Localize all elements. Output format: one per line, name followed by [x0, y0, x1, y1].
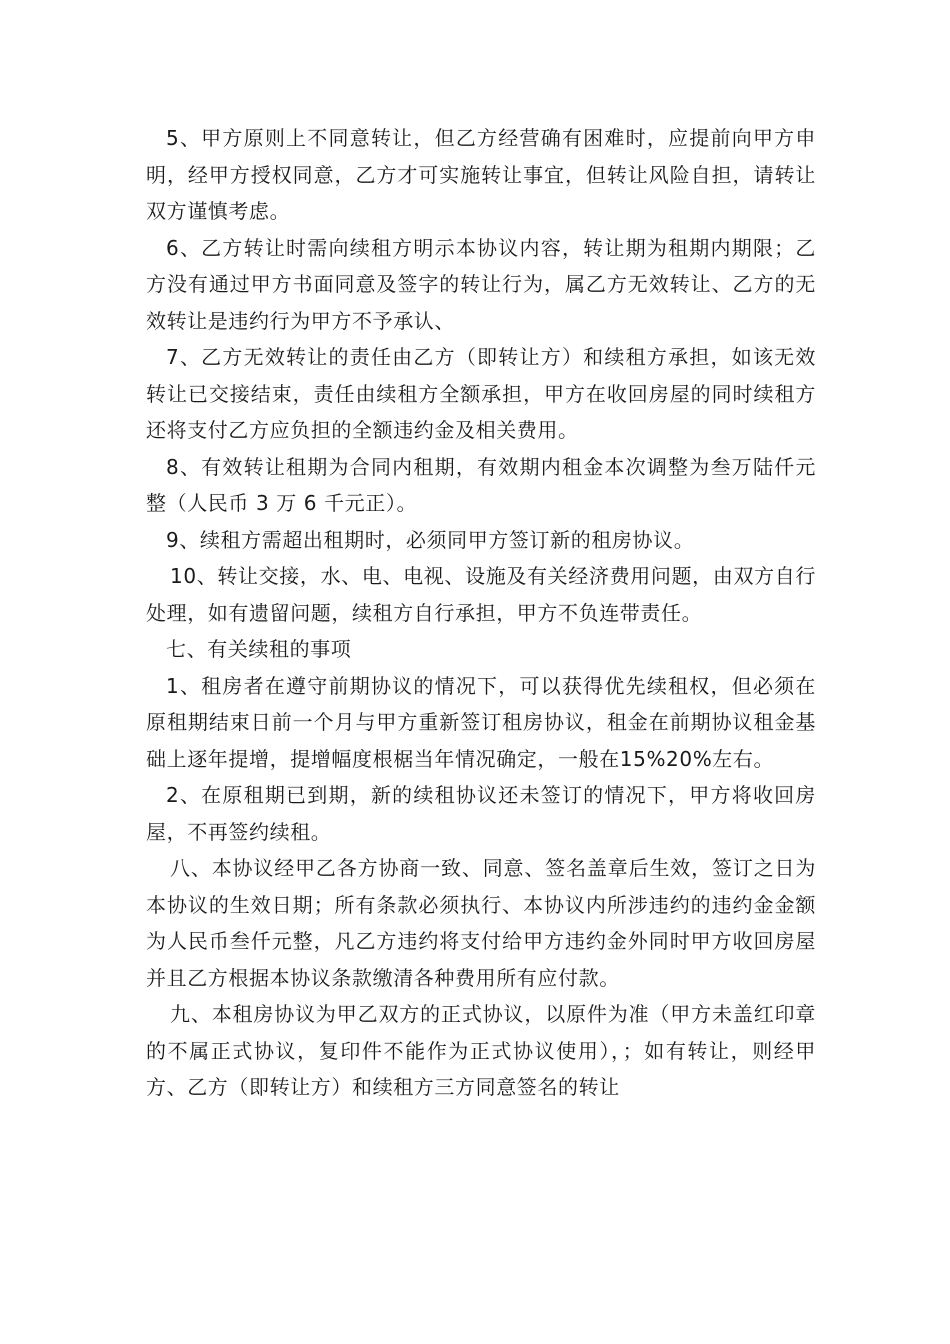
paragraph-clause-5: 5、甲方原则上不同意转让，但乙方经营确有困难时，应提前向甲方申明，经甲方授权同意，乙方才可实施转让事宜，但转让风险自担，请转让双方谨慎考虑。 — [146, 126, 816, 223]
paragraph-section-8: 八、本协议经甲乙各方协商一致、同意、签名盖章后生效，签订之日为本协议的生效日期；所有条款必须执行、本协议内所涉违约的违约金金额为人民币叁仟元整，凡乙方违约将支付给甲方违约金外同时甲方收回房屋并且乙方根据本协议条款缴清各种费用所有应付款。 — [146, 856, 816, 990]
paragraph-clause-6: 6、乙方转让时需向续租方明示本协议内容，转让期为租期内期限；乙方没有通过甲方书面同意及签字的转让行为，属乙方无效转让、乙方的无效转让是违约行为甲方不予承认、 — [146, 235, 816, 333]
paragraph-renewal-2: 2、在原租期已到期，新的续租协议还未签订的情况下，甲方将收回房屋，不再签约续租。 — [146, 783, 816, 844]
paragraph-clause-9: 9、续租方需超出租期时，必须同甲方签订新的租房协议。 — [166, 527, 695, 552]
document-body — [146, 120, 816, 1106]
section-heading-renewal: 七、有关续租的事项 — [166, 637, 352, 661]
paragraph-section-9: 九、本租房协议为甲乙双方的正式协议，以原件为准（甲方未盖红印章的不属正式协议，复印件不能作为正式协议使用），；如有转让，则经甲方、乙方（即转让方）和续租方三方同意签名的转让 — [146, 1002, 816, 1099]
paragraph-clause-8: 8、有效转让租期为合同内租期，有效期内租金本次调整为叁万陆仟元整（人民币 3 万 6 千元正）。 — [146, 454, 816, 515]
paragraph-clause-7: 7、乙方无效转让的责任由乙方（即转让方）和续租方承担，如该无效转让已交接结束，责任由续租方全额承担，甲方在收回房屋的同时续租方还将支付乙方应负担的全额违约金及相关费用。 — [146, 345, 816, 442]
paragraph-renewal-1: 1、租房者在遵守前期协议的情况下，可以获得优先续租权，但必须在原租期结束日前一个月与甲方重新签订租房协议，租金在前期协议租金基础上逐年提增，提增幅度根椐当年情况确定，一般在15%20%左右。 — [146, 673, 816, 771]
paragraph-clause-10: 10、转让交接，水、电、电视、设施及有关经济费用问题，由双方自行处理，如有遗留问题，续租方自行承担，甲方不负连带责任。 — [146, 564, 816, 625]
